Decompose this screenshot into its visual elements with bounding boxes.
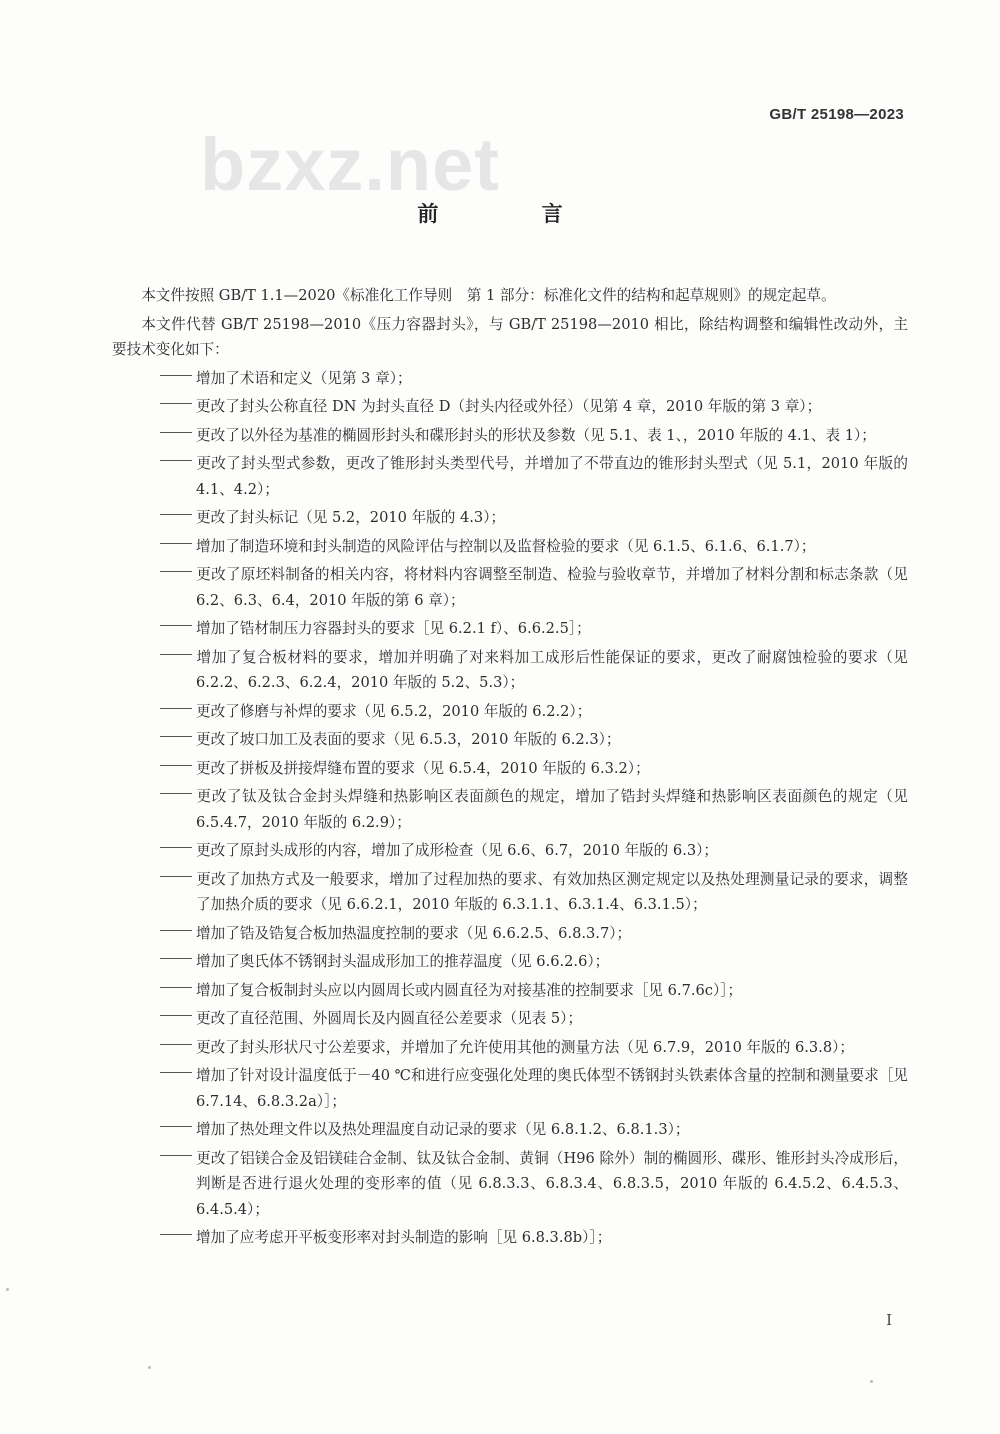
dash-marker — [112, 569, 196, 579]
paragraph-drafting-rule: 本文件按照 GB/T 1.1—2020《标准化工作导则 第 1 部分：标准化文件的结构和起草规则》的规定起草。 — [141, 287, 836, 304]
dash-marker — [112, 1153, 196, 1163]
page-number: I — [886, 1311, 892, 1329]
dash-marker — [112, 845, 196, 855]
dash-marker — [112, 512, 196, 522]
list-item: 更改了直径范围、外圆周长及内圆直径公差要求（见表 5）； — [112, 1006, 908, 1032]
dash-marker — [112, 401, 196, 411]
scan-speck — [148, 1366, 151, 1369]
list-item: 更改了钛及钛合金封头焊缝和热影响区表面颜色的规定，增加了锆封头焊缝和热影响区表面颜色的规定（见 6.5.4.7，2010 年版的 6.2.9）； — [112, 784, 908, 835]
list-item: 更改了封头形状尺寸公差要求，并增加了允许使用其他的测量方法（见 6.7.9，2010 年版的 6.3.8）； — [112, 1035, 908, 1061]
dash-marker — [112, 763, 196, 773]
dash-marker — [112, 734, 196, 744]
dash-marker — [112, 706, 196, 716]
list-item: 增加了复合板材料的要求，增加并明确了对来料加工成形后性能保证的要求，更改了耐腐蚀检验的要求（见 6.2.2、6.2.3、6.2.4，2010 年版的 5.2、5.3）； — [112, 645, 908, 696]
technical-changes-list — [112, 366, 908, 1251]
list-item: 更改了封头型式参数，更改了锥形封头类型代号，并增加了不带直边的锥形封头型式（见 5.1，2010 年版的 4.1、4.2）； — [112, 451, 908, 502]
list-item: 增加了术语和定义（见第 3 章）； — [112, 366, 908, 392]
list-item: 更改了铝镁合金及铝镁硅合金制、钛及钛合金制、黄铜（H96 除外）制的椭圆形、碟形、锥形封头冷成形后，判断是否进行退火处理的变形率的值（见 6.8.3.3、6.8.3.4、6.8.3.5，2010 年版的 6.4.5.2、6.4.5.3、6.4.5.4）； — [112, 1146, 908, 1223]
dash-marker — [112, 1013, 196, 1023]
list-item: 更改了修磨与补焊的要求（见 6.5.2，2010 年版的 6.2.2）； — [112, 699, 908, 725]
list-item: 增加了锆及锆复合板加热温度控制的要求（见 6.6.2.5、6.8.3.7）； — [112, 921, 908, 947]
list-item: 增加了制造环境和封头制造的风险评估与控制以及监督检验的要求（见 6.1.5、6.1.6、6.1.7）； — [112, 534, 908, 560]
dash-marker — [112, 623, 196, 633]
standard-code: GB/T 25198—2023 — [769, 106, 904, 123]
dash-marker — [112, 1070, 196, 1080]
list-item: 更改了坡口加工及表面的要求（见 6.5.3，2010 年版的 6.2.3）； — [112, 727, 908, 753]
watermark-text: bzxz.net — [200, 123, 500, 206]
list-item: 增加了应考虑开平板变形率对封头制造的影响［见 6.8.3.8b）］； — [112, 1225, 908, 1251]
list-item: 更改了原封头成形的内容，增加了成形检查（见 6.6、6.7，2010 年版的 6.3）； — [112, 838, 908, 864]
list-item: 更改了封头公称直径 DN 为封头直径 D（封头内径或外径）（见第 4 章，2010 年版的第 3 章）； — [112, 394, 908, 420]
dash-marker — [112, 985, 196, 995]
paragraph-replacement-note: 本文件代替 GB/T 25198—2010《压力容器封头》，与 GB/T 25198—2010 相比，除结构调整和编辑性改动外，主要技术变化如下： — [112, 315, 908, 358]
dash-marker — [112, 874, 196, 884]
dash-marker — [112, 1124, 196, 1134]
list-item: 增加了复合板制封头应以内圆周长或内圆直径为对接基准的控制要求［见 6.7.6c）］； — [112, 978, 908, 1004]
dash-marker — [112, 652, 196, 662]
dash-marker — [112, 1042, 196, 1052]
dash-marker — [112, 458, 196, 468]
list-item: 增加了热处理文件以及热处理温度自动记录的要求（见 6.8.1.2、6.8.1.3）； — [112, 1117, 908, 1143]
list-item: 更改了拼板及拼接焊缝布置的要求（见 6.5.4，2010 年版的 6.3.2）； — [112, 756, 908, 782]
list-item: 增加了奥氏体不锈钢封头温成形加工的推荐温度（见 6.6.2.6）； — [112, 949, 908, 975]
list-item: 更改了以外径为基准的椭圆形封头和碟形封头的形状及参数（见 5.1、表 1、，2010 年版的 4.1、表 1）； — [112, 423, 908, 449]
dash-marker — [112, 928, 196, 938]
preface-body — [112, 283, 908, 1254]
dash-marker — [112, 430, 196, 440]
list-item: 增加了锆材制压力容器封头的要求［见 6.2.1 f）、6.6.2.5］； — [112, 616, 908, 642]
list-item: 更改了封头标记（见 5.2，2010 年版的 4.3）； — [112, 505, 908, 531]
dash-marker — [112, 1232, 196, 1242]
scan-speck — [6, 1288, 9, 1291]
dash-marker — [112, 541, 196, 551]
dash-marker — [112, 373, 196, 383]
scan-speck — [870, 1380, 873, 1383]
dash-marker — [112, 791, 196, 801]
list-item: 增加了针对设计温度低于－40 ℃和进行应变强化处理的奥氏体型不锈钢封头铁素体含量的控制和测量要求［见 6.7.14、6.8.3.2a）］； — [112, 1063, 908, 1114]
page-title: 前 言 — [417, 202, 611, 226]
list-item: 更改了加热方式及一般要求，增加了过程加热的要求、有效加热区测定规定以及热处理测量记录的要求，调整了加热介质的要求（见 6.6.2.1，2010 年版的 6.3.1.1、6.3.1.4、6.3.1.5）； — [112, 867, 908, 918]
dash-marker — [112, 956, 196, 966]
list-item: 更改了原坯料制备的相关内容，将材料内容调整至制造、检验与验收章节，并增加了材料分割和标志条款（见 6.2、6.3、6.4，2010 年版的第 6 章）； — [112, 562, 908, 613]
